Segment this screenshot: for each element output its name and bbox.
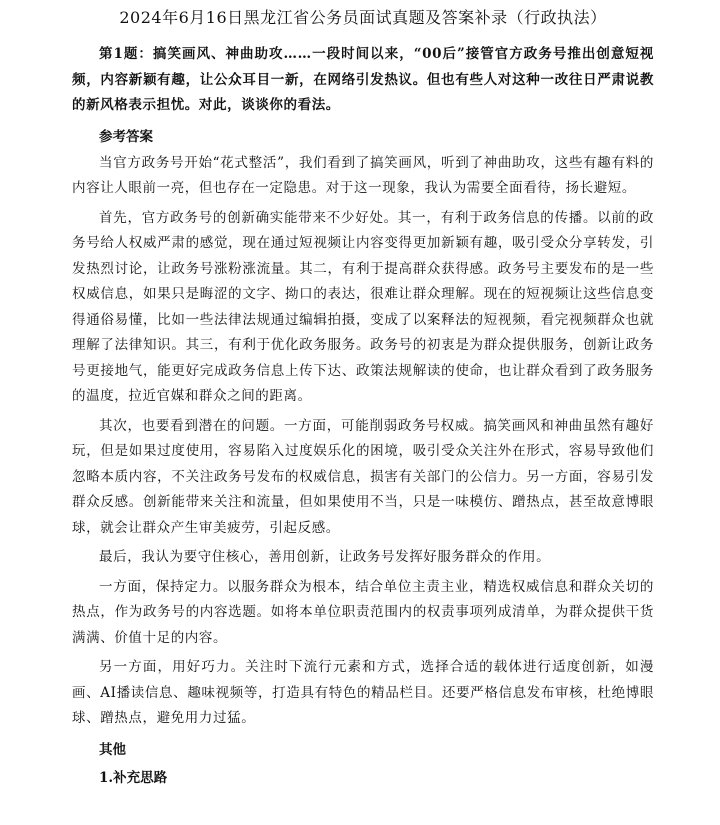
other-label: 其他	[99, 741, 126, 758]
answer-paragraph-intro: 当官方政务号开始“花式整活”，我们看到了搞笑画风，听到了神曲助攻，这些有趣有料的内容让人眼前一亮，但也存在一定隐患。对于这一现象，我认为需要全面看待，扬长避短。	[72, 154, 654, 196]
document-title: 2024年6月16日黑龙江省公务员面试真题及答案补录（行政执法）	[119, 8, 607, 27]
answer-paragraph-problems: 其次，也要看到潜在的问题。一方面，可能削弱政务号权威。搞笑画风和神曲虽然有趣好玩，但是如果过度使用，容易陷入过度娱乐化的困境，吸引受众关注外在形式，容易导致他们忽略本质内容，不关注政务号发布的权威信息，损害有关部门的公信力。另一方面，容易引发群众反感。创新能带来关注和流量，但如果使用不当，只是一味模仿、蹭热点，甚至故意博眼球，就会让群众产生审美疲劳，引起反感。	[72, 417, 654, 536]
supplement-label: 1.补充思路	[99, 769, 168, 786]
answer-paragraph-technique: 另一方面，用好巧力。关注时下流行元素和方式，选择合适的载体进行适度创新，如漫画、AI播读信息、趣味视频等，打造具有特色的精品栏目。还要严格信息发布审核，杜绝博眼球、蹭热点，避免用力过猛。	[72, 659, 654, 726]
answer-label: 参考答案	[99, 128, 153, 145]
answer-paragraph-benefits: 首先，官方政务号的创新确实能带来不少好处。其一，有利于政务信息的传播。以前的政务号给人权威严肃的感觉，现在通过短视频让内容变得更加新颖有趣，吸引受众分享转发，引发热烈讨论，让政务号涨粉涨流量。其二，有利于提高群众获得感。政务号主要发布的是一些权威信息，如果只是晦涩的文字、拗口的表达，很难让群众理解。现在的短视频让这些信息变得通俗易懂，比如一些法律法规通过编辑拍摄，变成了以案释法的短视频，看完视频群众也就理解了法律知识。其三，有利于优化政务服务。政务号的初衷是为群众提供服务，创新让政务号更接地气，能更好完成政务信息上传下达、政策法规解读的使命，也让群众看到了政务服务的温度，拉近官媒和群众之间的距离。	[72, 209, 654, 404]
answer-paragraph-conclusion: 最后，我认为要守住核心，善用创新，让政务号发挥好服务群众的作用。	[99, 549, 551, 565]
answer-paragraph-focus: 一方面，保持定力。以服务群众为根本，结合单位主责主业，精选权威信息和群众关切的热点，作为政务号的内容选题。如将本单位职责范围内的权责事项列成清单，为群众提供干货满满、价值十足的内容。	[72, 578, 654, 646]
question-text: 第1题：搞笑画风、神曲助攻……一段时间以来，“00后”接管官方政务号推出创意短视频，内容新颖有趣，让公众耳目一新，在网络引发热议。但也有些人对这种一改往日严肃说教的新风格表示担忧。对此，谈谈你的看法。	[72, 46, 654, 113]
